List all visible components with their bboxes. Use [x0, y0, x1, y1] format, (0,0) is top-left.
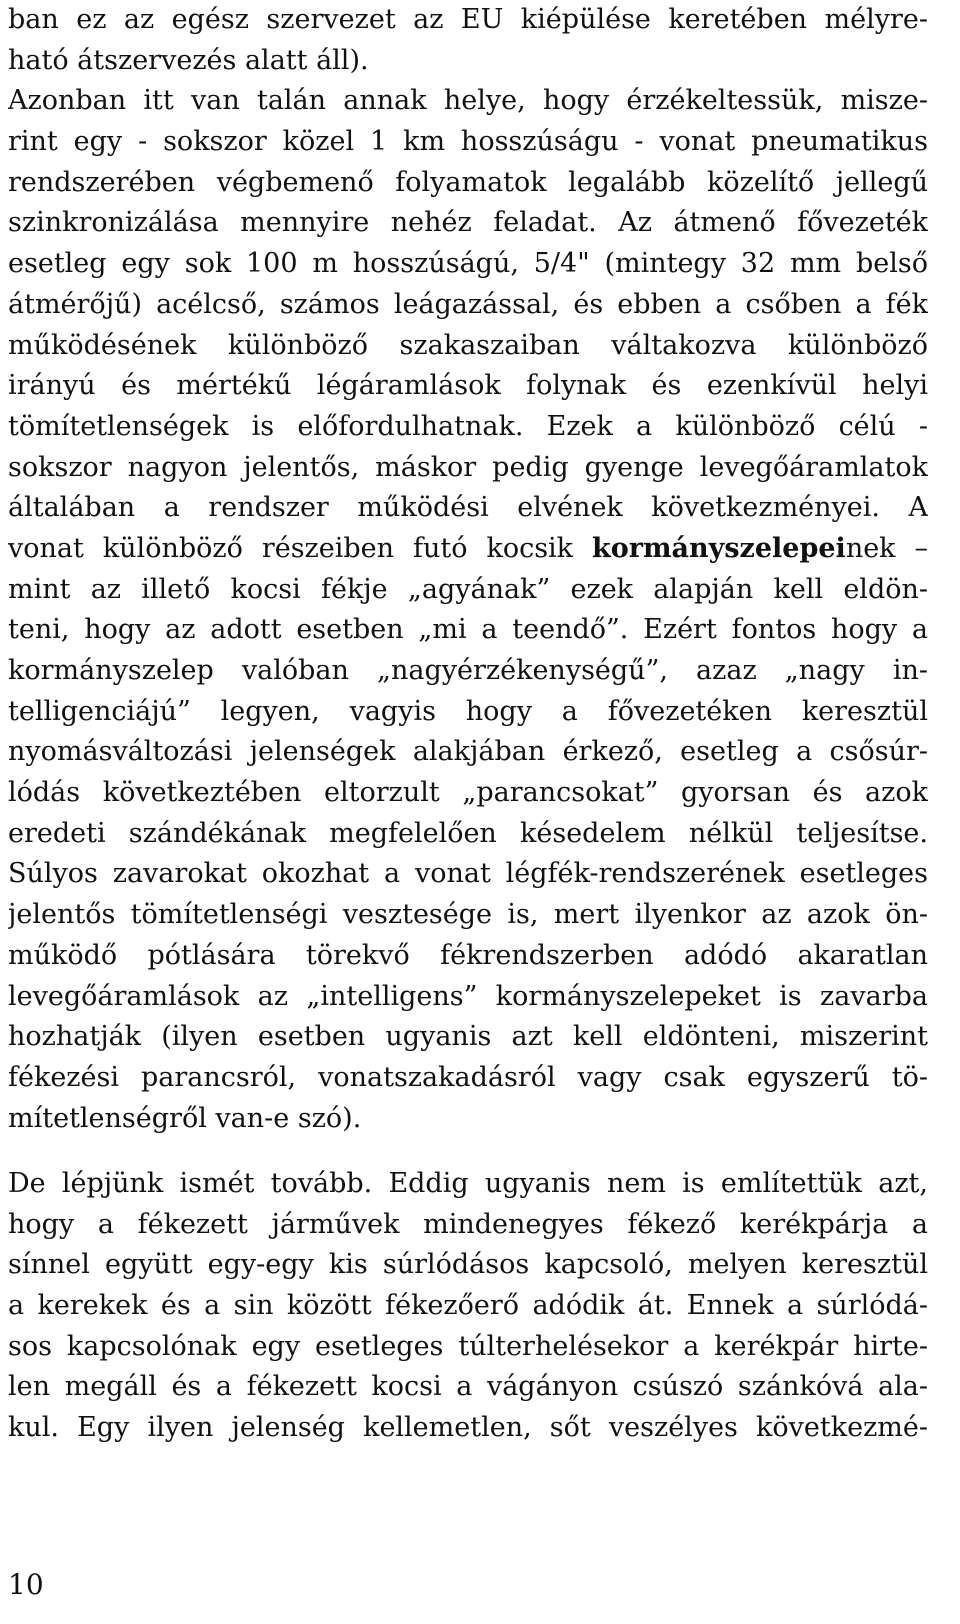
text-line: levegőáramlások az „intelligens” kormányszelepeket is zavarba [8, 980, 928, 1012]
text-line: tömítetlenségek is előfordulhatnak. Ezek a különböző célú - [8, 410, 928, 442]
text-line: kormányszelep valóban „nagyérzékenységű”, azaz „nagy in- [8, 655, 928, 686]
text-line: fékezési parancsról, vonatszakadásról vagy csak egyszerű tö- [8, 1061, 928, 1093]
text-line: mint az illető kocsi fékje „agyának” ezek alapján kell eldön- [8, 573, 928, 605]
text-line: rendszerében végbemenő folyamatok legalább közelítő jellegű [8, 166, 928, 198]
text-line: Azonban itt van talán annak helye, hogy érzékeltessük, misze- [8, 85, 928, 117]
text-line: nyomásváltozási jelenségek alakjában érkező, esetleg a csősúr- [8, 736, 928, 768]
text-line: ható átszervezés alatt áll). [8, 44, 369, 76]
text-fragment: vonat különböző részeiben futó kocsik [8, 532, 593, 564]
text-line: általában a rendszer működési elvének következményei. A [8, 492, 928, 524]
text-line: a kerekek és a sin között fékezőerő adódik át. Ennek a súrlódá- [8, 1290, 928, 1322]
text-line: teni, hogy az adott esetben „mi a teendő”. Ezért fontos hogy a [8, 614, 928, 646]
text-line: len megáll és a fékezett kocsi a vágányon csúszó szánkóvá ala- [8, 1371, 928, 1403]
text-line: kul. Egy ilyen jelenség kellemetlen, sőt veszélyes következmé- [8, 1412, 928, 1444]
text-line: rint egy - sokszor közel 1 km hosszúságu - vonat pneumatikus [8, 126, 928, 158]
page-number: 10 [8, 1568, 44, 1601]
text-line: sokszor nagyon jelentős, máskor pedig gyenge levegőáramlatok [8, 451, 928, 483]
paragraph-train-brake-system [8, 0, 928, 1139]
paragraph-wheel-friction [8, 1164, 928, 1449]
text-line: sos kapcsolónak egy esetleges túlterhelésekor a kerékpár hirte- [8, 1330, 928, 1362]
text-fragment: nek – [845, 532, 928, 564]
text-line: hogy a fékezett járművek mindenegyes fékező kerékpárja a [8, 1208, 928, 1240]
text-line: De lépjünk ismét tovább. Eddig ugyanis nem is említettük azt, [8, 1168, 928, 1199]
text-line: működő pótlására törekvő fékrendszerben adódó akaratlan [8, 939, 928, 971]
text-line: átmérőjű) acélcső, számos leágazással, és ebben a csőben a fék [8, 288, 928, 320]
text-line: esetleg egy sok 100 m hosszúságú, 5/4" (mintegy 32 mm belső [8, 248, 928, 280]
text-line-with-emphasis [8, 529, 928, 570]
text-line: Súlyos zavarokat okozhat a vonat légfék-rendszerének esetleges [8, 858, 928, 890]
text-line: sínnel együtt egy-egy kis súrlódásos kapcsoló, melyen keresztül [8, 1249, 928, 1281]
text-line: szinkronizálása mennyire nehéz feladat. Az átmenő fővezeték [8, 207, 928, 239]
text-line: ban ez az egész szervezet az EU kiépülése keretében mélyre- [8, 4, 928, 35]
bold-term: kormányszelepei [592, 532, 846, 564]
text-line: irányú és mértékű légáramlások folynak és ezenkívül helyi [8, 370, 928, 402]
text-line: eredeti szándékának megfelelően késedelem nélkül teljesítse. [8, 817, 928, 849]
text-line: lódás következtében eltorzult „parancsokat” gyorsan és azok [8, 777, 928, 809]
text-line: jelentős tömítetlenségi vesztesége is, mert ilyenkor az azok ön- [8, 899, 928, 931]
text-line: működésének különböző szakaszaiban váltakozva különböző [8, 329, 928, 361]
text-line: telligenciájú” legyen, vagyis hogy a fővezetéken keresztül [8, 695, 928, 727]
text-line: mítetlenségről van-e szó). [8, 1102, 362, 1134]
text-line: hozhatják (ilyen esetben ugyanis azt kell eldönteni, miszerint [8, 1021, 928, 1053]
